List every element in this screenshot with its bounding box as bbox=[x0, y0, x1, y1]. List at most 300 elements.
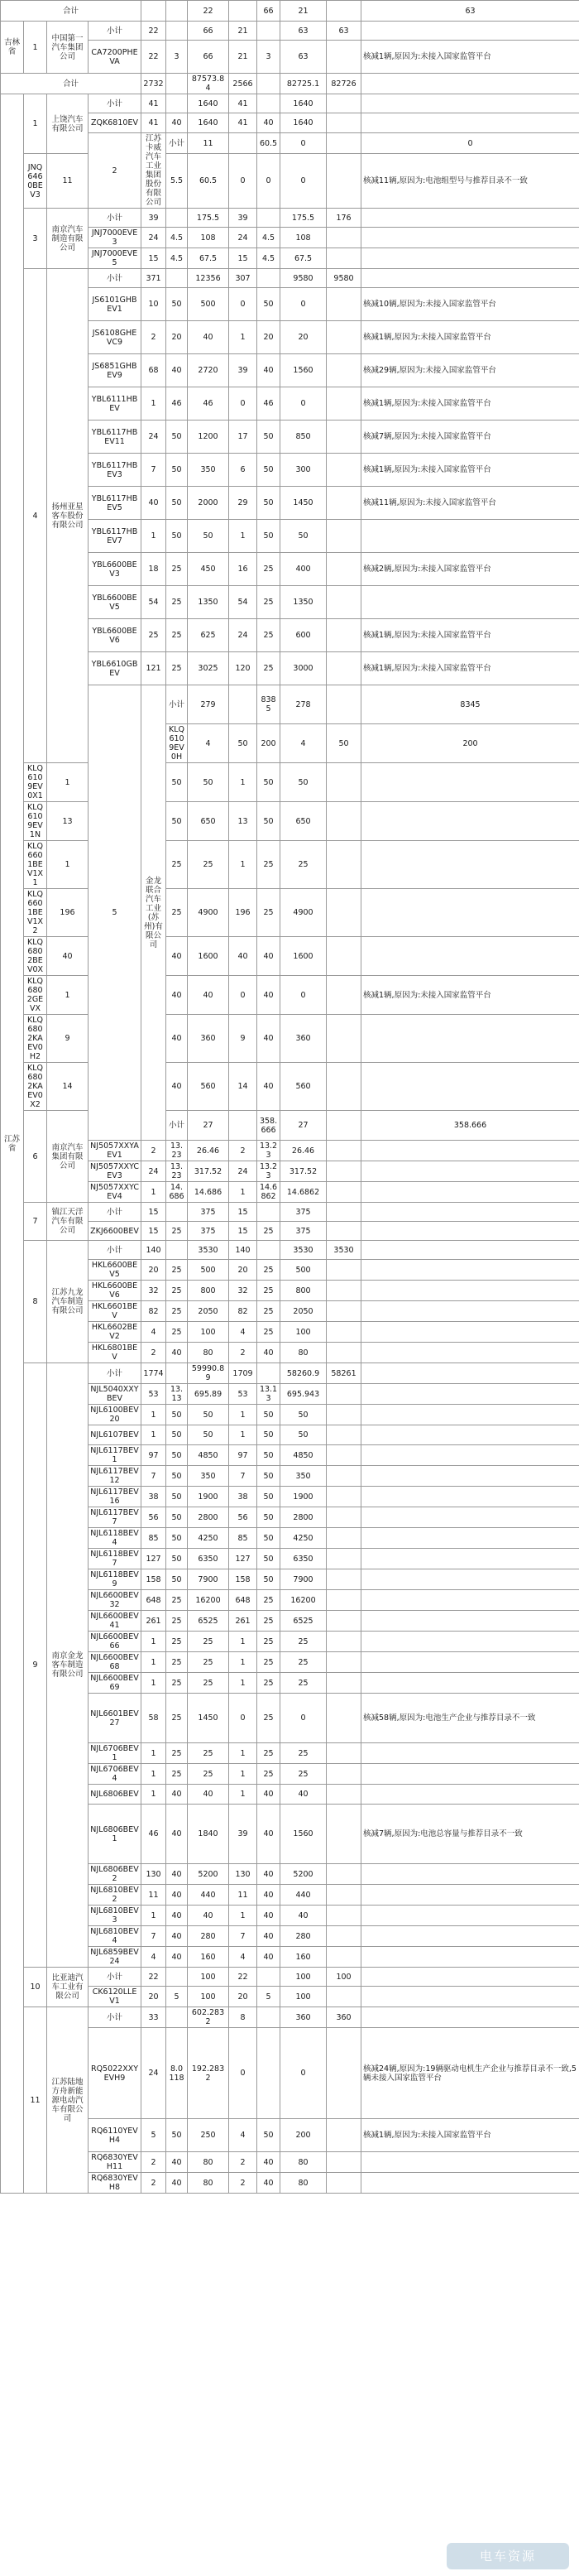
table-cell bbox=[327, 1425, 361, 1445]
table-cell: 108 bbox=[188, 228, 229, 248]
table-cell: 25 bbox=[141, 619, 166, 652]
table-cell: 25 bbox=[257, 619, 280, 652]
table-cell bbox=[327, 1141, 361, 1161]
table-cell: 560 bbox=[280, 1063, 327, 1111]
table-cell: 63 bbox=[361, 1, 579, 22]
table-cell: 9580 bbox=[327, 269, 361, 288]
table-cell bbox=[327, 1301, 361, 1322]
table-cell: 1840 bbox=[188, 1805, 229, 1864]
table-cell bbox=[327, 1203, 361, 1222]
table-cell: 54 bbox=[229, 586, 257, 619]
table-cell: 15 bbox=[229, 248, 257, 269]
table-cell: 8345 bbox=[361, 685, 579, 724]
table-cell: 25 bbox=[166, 889, 188, 937]
table-cell: 200 bbox=[257, 724, 280, 763]
table-cell: 100 bbox=[327, 1968, 361, 1987]
table-cell bbox=[257, 209, 280, 228]
table-cell: 100 bbox=[188, 1987, 229, 2007]
table-cell: 350 bbox=[280, 1466, 327, 1487]
table-cell: JNJ7000EVE5 bbox=[89, 248, 141, 269]
table-cell: NJ5057XXYAEV1 bbox=[89, 1141, 141, 1161]
table-cell bbox=[327, 1632, 361, 1652]
table-cell: 82 bbox=[229, 1301, 257, 1322]
table-cell: 80 bbox=[280, 1343, 327, 1363]
table-cell: 80 bbox=[280, 2173, 327, 2194]
table-cell: 小计 bbox=[89, 1241, 141, 1260]
table-cell: 核减10辆,原因为:未接入国家监管平台 bbox=[361, 288, 579, 321]
table-cell: 20 bbox=[229, 1260, 257, 1281]
table-cell: 4 bbox=[229, 1322, 257, 1343]
table-cell: 江苏省 bbox=[1, 94, 24, 2194]
table-cell bbox=[361, 2173, 579, 2194]
table-cell: 2 bbox=[141, 2173, 166, 2194]
table-cell: 695.89 bbox=[188, 1384, 229, 1405]
table-cell: NJ5057XXYCEV4 bbox=[89, 1182, 141, 1203]
table-cell: 80 bbox=[188, 2173, 229, 2194]
table-cell bbox=[327, 1, 361, 22]
table-cell bbox=[361, 937, 579, 976]
table-cell: KLQ6109EV0X1 bbox=[24, 763, 47, 802]
table-cell: 25 bbox=[166, 1764, 188, 1785]
table-cell: 0 bbox=[229, 387, 257, 421]
table-cell: 1 bbox=[229, 1673, 257, 1694]
table-cell bbox=[166, 269, 188, 288]
table-cell: 25 bbox=[188, 1743, 229, 1764]
table-cell: 1 bbox=[229, 1906, 257, 1926]
table-cell: 22 bbox=[141, 41, 166, 74]
table-cell: 261 bbox=[141, 1611, 166, 1632]
table-cell: 25 bbox=[257, 1652, 280, 1673]
table-cell: 40 bbox=[257, 1063, 280, 1111]
table-cell: YBL6600BEV6 bbox=[89, 619, 141, 652]
table-cell bbox=[361, 1384, 579, 1405]
table-cell: 12356 bbox=[188, 269, 229, 288]
table-cell: 97 bbox=[141, 1445, 166, 1466]
table-cell: NJL6100BEV20 bbox=[89, 1405, 141, 1425]
table-cell: 9580 bbox=[280, 269, 327, 288]
table-cell: 1 bbox=[229, 1632, 257, 1652]
table-cell: 6350 bbox=[188, 1549, 229, 1569]
table-cell bbox=[361, 520, 579, 553]
table-cell bbox=[166, 1203, 188, 1222]
table-cell: 0 bbox=[280, 976, 327, 1015]
table-cell bbox=[327, 1590, 361, 1611]
table-cell: 60.5 bbox=[188, 154, 229, 209]
table-cell bbox=[361, 763, 579, 802]
table-cell bbox=[361, 269, 579, 288]
table-cell: 7 bbox=[141, 1466, 166, 1487]
table-cell bbox=[361, 1015, 579, 1063]
table-cell: 360 bbox=[280, 2007, 327, 2028]
table-cell bbox=[327, 553, 361, 586]
table-cell: 1600 bbox=[280, 937, 327, 976]
table-cell: 50 bbox=[257, 2119, 280, 2152]
table-cell bbox=[327, 1111, 361, 1141]
table-cell: 8 bbox=[229, 2007, 257, 2028]
table-cell: 24 bbox=[141, 228, 166, 248]
table-cell: 1 bbox=[229, 1785, 257, 1805]
table-cell: 800 bbox=[280, 1281, 327, 1301]
table-cell: 108 bbox=[280, 228, 327, 248]
table-cell: ZQK6810EV bbox=[89, 113, 141, 133]
table-cell: 1560 bbox=[280, 1805, 327, 1864]
table-cell: 7900 bbox=[280, 1569, 327, 1590]
table-cell: 13.23 bbox=[166, 1141, 188, 1161]
table-cell: 100 bbox=[280, 1987, 327, 2007]
table-cell: 4.5 bbox=[257, 248, 280, 269]
table-cell: 13.13 bbox=[166, 1384, 188, 1405]
table-cell: 400 bbox=[280, 553, 327, 586]
table-cell: 4.5 bbox=[166, 248, 188, 269]
table-cell: 40 bbox=[188, 1785, 229, 1805]
table-cell bbox=[361, 1203, 579, 1222]
table-cell: 0 bbox=[229, 288, 257, 321]
table-cell: 1450 bbox=[188, 1694, 229, 1743]
table-cell: 2732 bbox=[141, 74, 166, 94]
table-cell: 小计 bbox=[89, 1203, 141, 1222]
table-cell: 1 bbox=[141, 1743, 166, 1764]
table-cell: 127 bbox=[229, 1549, 257, 1569]
table-cell: 50 bbox=[166, 1405, 188, 1425]
table-cell: 25 bbox=[166, 1652, 188, 1673]
table-cell: 25 bbox=[257, 841, 280, 889]
table-cell: 22 bbox=[188, 1, 229, 22]
table-cell: 25 bbox=[257, 586, 280, 619]
table-cell: 25 bbox=[280, 1632, 327, 1652]
table-cell: 440 bbox=[280, 1885, 327, 1906]
table-cell: KLQ6109EV0H bbox=[166, 724, 188, 763]
table-cell: 50 bbox=[257, 1466, 280, 1487]
table-cell bbox=[229, 133, 257, 154]
table-cell: 22 bbox=[141, 1968, 166, 1987]
table-cell bbox=[361, 2007, 579, 2028]
table-cell: 50 bbox=[188, 1425, 229, 1445]
table-cell: 50 bbox=[166, 288, 188, 321]
table-cell: 3000 bbox=[280, 652, 327, 685]
table-cell: 15 bbox=[229, 1203, 257, 1222]
table-cell: 50 bbox=[166, 454, 188, 487]
table-cell: 1 bbox=[229, 1652, 257, 1673]
table-cell bbox=[327, 154, 361, 209]
table-cell: 40 bbox=[257, 113, 280, 133]
table-cell: 38 bbox=[141, 1487, 166, 1507]
table-cell: 25 bbox=[257, 1322, 280, 1343]
table-cell: 22 bbox=[229, 1968, 257, 1987]
table-cell bbox=[327, 1694, 361, 1743]
table-cell: 南京汽车集团有限公司 bbox=[47, 1111, 89, 1203]
table-cell: 40 bbox=[166, 1947, 188, 1968]
table-cell: 5 bbox=[141, 2119, 166, 2152]
table-cell: 40 bbox=[188, 1906, 229, 1926]
table-cell: 39 bbox=[229, 1805, 257, 1864]
table-cell: 小计 bbox=[89, 269, 141, 288]
table-cell: 6 bbox=[229, 454, 257, 487]
table-cell: 130 bbox=[229, 1864, 257, 1885]
table-cell: 1900 bbox=[280, 1487, 327, 1507]
table-row bbox=[1, 763, 579, 802]
table-cell: 50 bbox=[166, 1487, 188, 1507]
table-cell: 21 bbox=[280, 1, 327, 22]
table-cell: 1900 bbox=[188, 1487, 229, 1507]
table-cell bbox=[327, 1764, 361, 1785]
table-cell: 32 bbox=[229, 1281, 257, 1301]
table-cell bbox=[361, 1590, 579, 1611]
table-cell bbox=[257, 74, 280, 94]
table-cell: YBL6117HBEV3 bbox=[89, 454, 141, 487]
table-cell: 500 bbox=[188, 1260, 229, 1281]
table-cell: KLQ6109EV1N bbox=[24, 802, 47, 841]
table-cell: 4900 bbox=[280, 889, 327, 937]
table-cell: 82726 bbox=[327, 74, 361, 94]
table-cell: 0 bbox=[229, 1694, 257, 1743]
table-cell: 10 bbox=[141, 288, 166, 321]
table-cell: 40 bbox=[166, 1805, 188, 1864]
table-cell: 2 bbox=[229, 1343, 257, 1363]
table-cell: 4 bbox=[229, 1947, 257, 1968]
table-cell: 5200 bbox=[188, 1864, 229, 1885]
table-cell: 50 bbox=[166, 1507, 188, 1528]
table-cell: 18 bbox=[141, 553, 166, 586]
table-cell: 175.5 bbox=[280, 209, 327, 228]
table-cell bbox=[327, 288, 361, 321]
table-cell: 7 bbox=[229, 1926, 257, 1947]
table-cell bbox=[166, 1968, 188, 1987]
table-cell: JS6108GHEVC9 bbox=[89, 321, 141, 354]
table-cell: 39 bbox=[141, 209, 166, 228]
table-cell bbox=[327, 487, 361, 520]
table-cell: 100 bbox=[280, 1968, 327, 1987]
table-cell: 合计 bbox=[1, 1, 141, 22]
table-cell: 50 bbox=[166, 520, 188, 553]
table-cell: 50 bbox=[166, 1425, 188, 1445]
table-cell bbox=[361, 802, 579, 841]
table-cell bbox=[257, 2007, 280, 2028]
table-cell: 7 bbox=[24, 1203, 47, 1241]
table-cell: 1640 bbox=[280, 113, 327, 133]
table-cell: KLQ6802KAEV0H2 bbox=[24, 1015, 47, 1063]
table-cell: 2 bbox=[229, 1141, 257, 1161]
table-cell bbox=[361, 1764, 579, 1785]
table-row bbox=[1, 1111, 579, 1141]
table-cell bbox=[361, 228, 579, 248]
table-cell: 1560 bbox=[280, 354, 327, 387]
table-cell: 40 bbox=[188, 976, 229, 1015]
table-cell: 小计 bbox=[89, 1968, 141, 1987]
table-cell: 5.5 bbox=[166, 154, 188, 209]
table-cell: 小计 bbox=[89, 209, 141, 228]
table-cell: 6 bbox=[24, 1111, 47, 1203]
table-cell: 58 bbox=[141, 1694, 166, 1743]
table-cell: 650 bbox=[280, 802, 327, 841]
table-cell bbox=[327, 1885, 361, 1906]
table-cell: 50 bbox=[257, 763, 280, 802]
table-cell: 扬州亚星客车股份有限公司 bbox=[47, 269, 89, 763]
table-cell bbox=[229, 685, 257, 724]
table-cell bbox=[327, 228, 361, 248]
table-cell: 58260.9 bbox=[280, 1363, 327, 1384]
table-cell: HKL6600BEV6 bbox=[89, 1281, 141, 1301]
table-cell: 13.23 bbox=[257, 1161, 280, 1182]
table-cell: 50 bbox=[257, 1507, 280, 1528]
table-cell: 小计 bbox=[89, 2007, 141, 2028]
table-cell: 317.52 bbox=[188, 1161, 229, 1182]
table-cell: 3530 bbox=[188, 1241, 229, 1260]
table-cell: 14.6862 bbox=[280, 1182, 327, 1203]
table-cell bbox=[361, 1445, 579, 1466]
table-cell: 200 bbox=[280, 2119, 327, 2152]
table-cell: 核减1辆,原因为:未接入国家监管平台 bbox=[361, 976, 579, 1015]
table-cell: 核减11辆,原因为:未接入国家监管平台 bbox=[361, 487, 579, 520]
table-cell bbox=[361, 1405, 579, 1425]
table-cell: 1774 bbox=[141, 1363, 166, 1384]
table-cell: 40 bbox=[257, 1926, 280, 1947]
table-cell: 16200 bbox=[188, 1590, 229, 1611]
table-cell bbox=[327, 1673, 361, 1694]
table-cell: HKL6602BEV2 bbox=[89, 1322, 141, 1343]
table-cell: RQ6830YEVH11 bbox=[89, 2152, 141, 2173]
table-cell: 40 bbox=[166, 1785, 188, 1805]
table-cell bbox=[327, 321, 361, 354]
table-cell bbox=[327, 113, 361, 133]
table-cell: 核减1辆,原因为:未接入国家监管平台 bbox=[361, 454, 579, 487]
table-cell: 600 bbox=[280, 619, 327, 652]
table-cell: JNQ6460BEV3 bbox=[24, 154, 47, 209]
table-cell bbox=[327, 1611, 361, 1632]
table-cell: 1 bbox=[47, 841, 89, 889]
table-cell bbox=[327, 841, 361, 889]
table-cell: 82 bbox=[141, 1301, 166, 1322]
table-cell: 40 bbox=[166, 2152, 188, 2173]
table-cell bbox=[327, 1785, 361, 1805]
table-cell bbox=[327, 763, 361, 802]
table-cell: 0 bbox=[229, 154, 257, 209]
table-cell: 2 bbox=[141, 2152, 166, 2173]
table-cell: 3 bbox=[166, 41, 188, 74]
table-cell: 核减7辆,原因为:未接入国家监管平台 bbox=[361, 421, 579, 454]
table-cell: 1 bbox=[24, 94, 47, 154]
table-cell: 7 bbox=[141, 1926, 166, 1947]
table-cell: 7900 bbox=[188, 1569, 229, 1590]
table-cell bbox=[166, 1363, 188, 1384]
table-cell: 1640 bbox=[188, 113, 229, 133]
table-cell: 1350 bbox=[188, 586, 229, 619]
table-cell: 16200 bbox=[280, 1590, 327, 1611]
table-cell: 1450 bbox=[280, 487, 327, 520]
table-cell: 360 bbox=[280, 1015, 327, 1063]
table-cell bbox=[257, 1968, 280, 1987]
table-cell bbox=[327, 421, 361, 454]
table-cell: CK6120LLEV1 bbox=[89, 1987, 141, 2007]
table-cell bbox=[327, 1182, 361, 1203]
table-cell: 80 bbox=[280, 2152, 327, 2173]
table-cell: RQ5022XXYEVH9 bbox=[89, 2028, 141, 2119]
table-cell bbox=[327, 1161, 361, 1182]
table-cell: 1 bbox=[24, 22, 47, 74]
table-cell: 1 bbox=[141, 520, 166, 553]
table-cell: 50 bbox=[166, 1549, 188, 1569]
table-cell: 25 bbox=[280, 1652, 327, 1673]
table-cell: 63 bbox=[280, 41, 327, 74]
table-cell: 67.5 bbox=[280, 248, 327, 269]
table-cell: 江苏九龙汽车制造有限公司 bbox=[47, 1241, 89, 1363]
table-cell: 核减1辆,原因为:未接入国家监管平台 bbox=[361, 321, 579, 354]
table-cell: 85 bbox=[141, 1528, 166, 1549]
table-cell bbox=[361, 1425, 579, 1445]
table-cell: NJL6107BEV bbox=[89, 1425, 141, 1445]
table-cell: 江苏卡威汽车工业集团股份有限公司 bbox=[141, 133, 166, 209]
table-cell: 307 bbox=[229, 269, 257, 288]
table-cell: 58261 bbox=[327, 1363, 361, 1384]
table-cell: 121 bbox=[141, 652, 166, 685]
table-cell: 4 bbox=[280, 724, 327, 763]
table-cell bbox=[327, 652, 361, 685]
table-row bbox=[1, 1363, 579, 1384]
table-cell: 25 bbox=[280, 1743, 327, 1764]
table-cell: 50 bbox=[166, 421, 188, 454]
table-cell: 4850 bbox=[188, 1445, 229, 1466]
table-cell: 25 bbox=[166, 1743, 188, 1764]
table-cell: HKL6601BEV bbox=[89, 1301, 141, 1322]
table-cell: NJL6117BEV12 bbox=[89, 1466, 141, 1487]
table-cell: 50 bbox=[166, 802, 188, 841]
table-cell: 1 bbox=[229, 1764, 257, 1785]
table-cell: HKL6801BEV bbox=[89, 1343, 141, 1363]
table-cell: 14.6862 bbox=[257, 1182, 280, 1203]
table-cell: 1 bbox=[141, 1785, 166, 1805]
table-cell bbox=[361, 113, 579, 133]
table-cell: 350 bbox=[188, 454, 229, 487]
table-cell: 56 bbox=[229, 1507, 257, 1528]
table-cell: 25 bbox=[166, 1301, 188, 1322]
table-cell: NJL6810BEV3 bbox=[89, 1906, 141, 1926]
table-cell: 4900 bbox=[188, 889, 229, 937]
table-cell: 27 bbox=[188, 1111, 229, 1141]
table-cell: 40 bbox=[166, 1015, 188, 1063]
table-cell: 11 bbox=[229, 1885, 257, 1906]
table-cell: NJL6118BEV9 bbox=[89, 1569, 141, 1590]
table-cell bbox=[257, 269, 280, 288]
table-cell bbox=[327, 454, 361, 487]
table-cell: NJL6706BEV4 bbox=[89, 1764, 141, 1785]
table-cell: NJL6706BEV1 bbox=[89, 1743, 141, 1764]
table-cell: 50 bbox=[166, 2119, 188, 2152]
table-cell: 41 bbox=[141, 94, 166, 113]
table-cell: 40 bbox=[257, 1785, 280, 1805]
table-cell: 350 bbox=[188, 1466, 229, 1487]
table-cell bbox=[327, 937, 361, 976]
table-cell: 127 bbox=[141, 1549, 166, 1569]
table-cell: 175.5 bbox=[188, 209, 229, 228]
table-cell: 50 bbox=[188, 763, 229, 802]
table-cell bbox=[327, 1260, 361, 1281]
table-cell bbox=[361, 1182, 579, 1203]
table-cell: 100 bbox=[188, 1322, 229, 1343]
table-cell: 南京金龙客车制造有限公司 bbox=[47, 1363, 89, 1968]
table-cell: 9 bbox=[47, 1015, 89, 1063]
table-cell bbox=[361, 1743, 579, 1764]
table-cell: 2 bbox=[141, 321, 166, 354]
table-cell: 375 bbox=[280, 1222, 327, 1241]
table-cell: KLQ6802KAEV0X2 bbox=[24, 1063, 47, 1111]
table-cell: 130 bbox=[141, 1864, 166, 1885]
table-cell: 80 bbox=[188, 1343, 229, 1363]
table-cell bbox=[361, 1864, 579, 1885]
table-cell: NJL6806BEV bbox=[89, 1785, 141, 1805]
table-cell: 1 bbox=[229, 520, 257, 553]
table-cell: 9 bbox=[229, 1015, 257, 1063]
table-cell: 6525 bbox=[280, 1611, 327, 1632]
table-cell bbox=[361, 889, 579, 937]
